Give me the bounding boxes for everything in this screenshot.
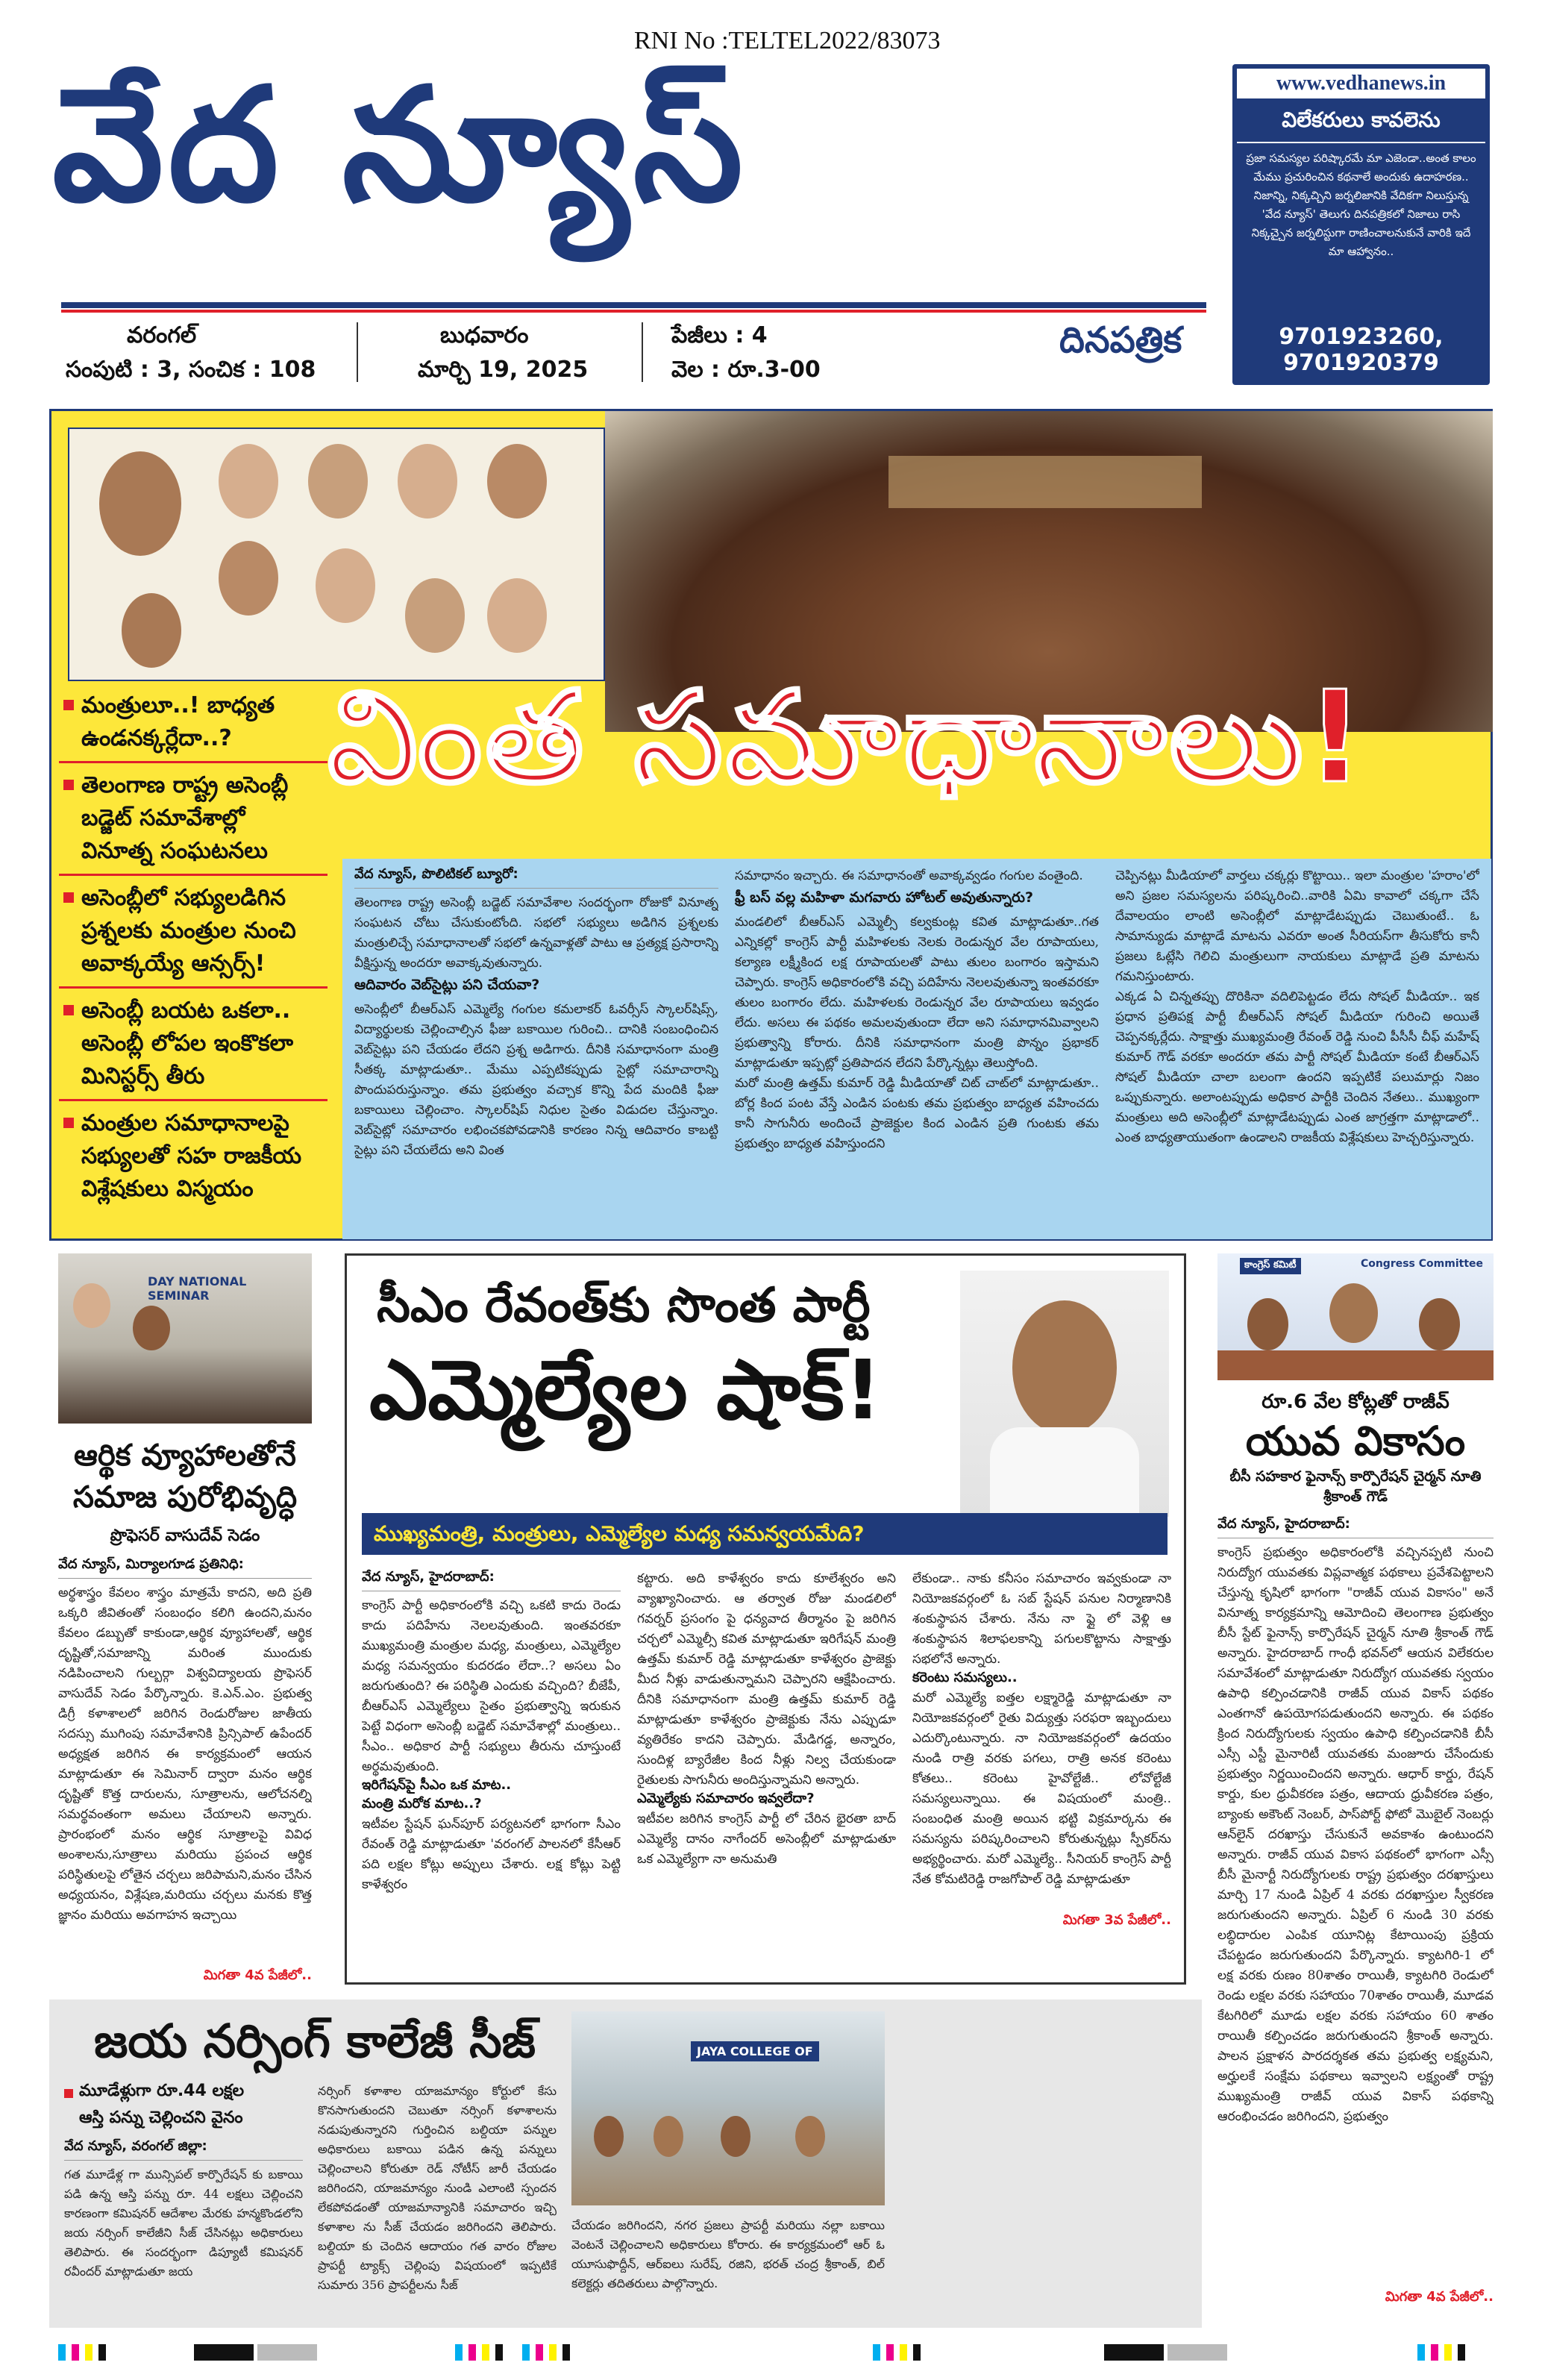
byline: వేద న్యూస్, వరంగల్ జిల్లా: [64,2138,303,2161]
byline: వేద న్యూస్, హైదరాబాద్: [1217,1516,1494,1538]
article-text: ఇటీవల జరిగిన కాంగ్రెస్ పార్టీ లో చేరిన భైరతా బాద్ ఎమ్మెల్యే దానం నాగేందర్ అసెంబ్లీలో మాట్లాడుతూ ఒక ఎమ్మెల్యేగా నా అనుమతి [637,1811,896,1867]
volume-issue: సంపుటి : 3, సంచిక : 108 [66,357,316,383]
ad-text: ప్రజా సమస్యల పరిష్కారమే మా ఎజెండా..అంత కాలం మేము ప్రచురించిన కథనాలే అందుకు ఉదాహరణ.. నిజాన్ని, నిక్కచ్చిని జర్నలిజానికి వేదికగా నిలుస్తున్న 'వేద న్యూస్' తెలుగు దినపత్రికలో నిజాలు రాసి నిక్కచ్చైన జర్నలిస్టుగా రాణించాలనుకునే వారికి ఇదే మా ఆహ్వానం.. [1246,151,1476,258]
article-text: చెప్పినట్లు మీడియాలో వార్తలు చక్కర్లు కొట్టాయి.. ఇలా మంత్రుల 'హరాం'లో అని ప్రజల సమస్యలను పరిష్కరించి..వారికి ఏమి కావాలో చక్కగా చేసే దేవాలయం లాంటి అసెంబ్లీలో మాట్లాడేటప్పుడు చెబుతుంటే.. ఓ సామాన్యుడు మాట్లాడే మాటను ఎవరూ అంత సీరియస్‌గా తీసుకోరు కానీ ప్రజలు ఓట్లేసి గెలిచి మంత్రులుగా నాయకులు మాట్లాడే ప్రతి మాటను గమనిస్తుంటారు. [1115,868,1479,984]
bottom-headline: జయ నర్సింగ్ కాలేజీ సీజ్ [94,2014,536,2068]
jump-line: మిగతా 4వ పేజీలో.. [203,1967,312,1983]
bullet-item: అసెంబ్లీలో సభ్యులడిగిన ప్రశ్నలకు మంత్రుల నుంచి అవాక్కయ్యే ఆన్సర్స్! [59,876,327,989]
page-count: పేజీలు : 4 [671,322,768,348]
lead-body [342,859,1491,1239]
subheading: ఫ్రీ బస్ వల్ల మహిళా మగవారు హోటల్ అవుతున్నారు? [735,889,1033,906]
ministers-portraits-photo [68,428,605,681]
article-text: మండలిలో బీఆర్ఎస్ ఎమ్మెల్సీ కల్వకుంట్ల కవిత మాట్లాడుతూ..గత ఎన్నికల్లో కాంగ్రెస్ పార్టీ మహిళలకు నెలకు రెండున్నర వేల రూపాయలు, కల్యాణ లక్ష్మీకింద లక్ష రూపాయలతో పాటు తులం బంగారం ఇస్తామని చెప్పారు. కాంగ్రెస్ అధికారంలోకి వచ్చి పదిహేను నెలలవుతున్నా ఇంతవరకూ తులం బంగారం లేదు. మహిళలకు రెండున్నర వేల రూపాయలు ఇవ్వడం లేదు. అసలు ఈ పథకం అమలవుతుందా లేదా అని సమాధానమివ్వాలని ప్రభుత్వాన్ని కోరారు. దీనికి సమాధానంగా మంత్రి పొన్నం ప్రభాకర్ మాట్లాడుతూ ఇప్పట్లో ప్రతిపాదన లేదని పేర్కొన్నట్లు తెలుస్తోంది. [735,915,1099,1071]
bullet-item: తెలంగాణ రాష్ట్ర అసెంబ్లీ బడ్జెట్ సమావేశాల్లో వినూత్న సంఘటనలు [59,763,327,876]
article-text: గత మూడేళ్ల గా మున్సిపల్ కార్పొరేషన్ కు బకాయి పడి ఉన్న ఆస్తి పన్ను రూ. 44 లక్షలు చెల్లించని కారణంగా కమిషనర్ ఆదేశాల మేరకు హన్మకొండలోని జయ నర్సింగ్ కాలేజీని సీజ్ చేసినట్లు అధికారులు తెలిపారు. ఈ సందర్భంగా డిప్యూటీ కమిషనర్ రవీందర్ మాట్లాడుతూ జయ [64,2167,303,2279]
byline: వేద న్యూస్, హైదరాబాద్: [362,1569,621,1591]
article-text: నర్సింగ్ కళాశాల యాజమాన్యం కోర్టులో కేసు కొనసాగుతుందని చెబుతూ నర్సింగ్ కళాశాలను నడుపుతున్నారని గుర్తించిన బల్దియా పన్నుల అధికారులు బకాయి పడిన ఉన్న పన్నులు చెల్లించాలని కోరుతూ రెడ్ నోటీస్ జారీ చేయడం జరిగిందని, యాజమాన్యం నుండి ఎలాంటి స్పందన లేకపోవడంతో యాజమాన్యానికి సమాచారం ఇచ్చి కళాశాల ను సీజ్ చేయడం జరిగిందని తెలిపారు. బల్దియా కు చెందిన ఆదాయం గత వారం రోజుల ప్రాపర్టీ ట్యాక్స్ చెల్లింపు విషయంలో ఇప్పటికే సుమారు 356 ప్రాపర్టీలను సీజ్ [318,2084,557,2292]
article-text: కాంగ్రెస్ పార్టీ అధికారంలోకి వచ్చి ఒకటి కాదు రెండు కాదు పదిహేను నెలలవుతుంది. ఇంతవరకూ ముఖ్యమంత్రి మంత్రుల మధ్య, మంత్రులు, ఎమ్మెల్యేల మధ్య సమన్వయం కుదరడం లేదా..? అసలు ఏం జరుగుతుంది? ఈ పరిస్థితి ఎందుకు వచ్చింది? బీజేపీ, బీఆర్ఎస్ ఎమ్మెల్యేలు సైతం ప్రభుత్వాన్ని ఇరుకున పెట్టే విధంగా అసెంబ్లీ బడ్జెట్ సమావేశాల్లో మంత్రులు.. సీఎం.. అధికార పార్టీ సభ్యులు తీరును చూస్తుంటే అర్థమవుతుంది. [362,1598,621,1774]
printer-color-bar [0,2344,1542,2361]
phone-number: 9701920379 [1283,350,1439,376]
article-text: అర్థశాస్త్రం కేవలం శాస్త్రం మాత్రమే కాదని, అది ప్రతి ఒక్కరి జీవితంతో సంబంధం కలిగి ఉందని,మనం కేవలం డబ్బుతో కాకుండా,ఆర్థిక వ్యూహాలతో, ఆర్థిక దృష్టితో,సమాజాన్ని మరింత ముందుకు నడిపించాలని గుల్బర్గా విశ్వవిద్యాలయ ప్రొఫెసర్ వాసుదేవ్ సెడం పేర్కొన్నారు. కె.ఎన్.ఎం. ప్రభుత్వ డిగ్రీ కళాశాలలో జరిగిన రెండురోజుల జాతీయ సదస్సు ముగింపు సమావేశానికి ప్రిన్సిపాల్ ఉపేందర్ అధ్యక్షత జరిగిన ఈ కార్యక్రమంలో ఆయన మాట్లాడుతూ ఈ సెమినార్ ద్వారా మనం ఆర్థిక దృష్టితో కొత్త దారులను, సూత్రాలను, ఆలోచనల్ని సమర్థవంతంగా అమలు చేయాలని అన్నారు. ప్రారంభంలో మనం ఆర్థిక సూత్రాలపై వివిధ అంశాలను,సూత్రాలు మరియు ప్రపంచ ఆర్థిక పరిస్థితులపై లోతైన చర్చలు జరిపామని,మనం చేసిన అధ్యయనం, విశ్లేషణ,మరియు చర్చలు మనకు కొత్త జ్ఞానం మరియు అవగాహన ఇచ్చాయి [58,1585,312,1923]
center-headline: ఎమ్మెల్యేల షాక్! [369,1342,882,1438]
bullet-item: మంత్రులూ..! బాధ్యత ఉండనక్కర్లేదా..? [59,683,327,763]
separator [642,322,643,382]
subheading: ఇరిగేషన్‌పై సీఎం ఒక మాట.. [362,1777,512,1793]
left-subhead: ప్రొఫెసర్ వాసుదేవ్ సెడం [110,1526,260,1545]
right-headline: యువ వికాసం [1245,1418,1466,1465]
ad-heading: విలేకరులు కావలెను [1237,103,1485,143]
reporters-wanted-ad [1232,64,1490,385]
right-story [1217,1253,1494,2335]
byline: వేద న్యూస్, పొలిటికల్ బ్యూరో: [354,866,718,889]
congress-sign: కాంగ్రెస్ కమిటీ [1240,1258,1301,1274]
masthead-rule-red [61,310,1206,313]
website-url: www.vedhanews.in [1237,69,1485,98]
center-headline: సీఎం రేవంత్‌కు సొంత పార్టీ [377,1278,871,1333]
article-text: కట్టారు. అది కాళేశ్వరం కాదు కూలేశ్వరం అని వ్యాఖ్యానించారు. ఆ తర్వాత రోజు మండలిలో గవర్నర్ ప్రసంగం పై ధన్యవాద తీర్మానం పై జరిగిన చర్చలో ఎమ్మెల్సీ కవిత మాట్లాడుతూ ఇరిగేషన్ మంత్రి ఉత్తమ్ కుమార్ రెడ్డి మాట్లాడుతూ కాళేశ్వరం ప్రాజెక్టు మీద నీళ్లు వాడుతున్నామని చెప్పారని ఆక్షేపించారు. దీనికి సమాధానంగా మంత్రి ఉత్తమ్ కుమార్ రెడ్డి మాట్లాడుతూ కాళేశ్వరం ప్రాజెక్టుకు నేను ఎప్పుడూ వ్యతిరేకం కాదని చెప్పారు. మేడిగడ్డ, అన్నారం, సుందిళ్ల బ్యారేజీల కింద నీళ్లు నిల్వ చేయకుండా రైతులకు సాగునీరు అందిస్తున్నామని అన్నారు. [637,1571,896,1788]
cm-portrait-photo [960,1271,1169,1517]
masthead [0,0,1209,388]
article-text: తెలంగాణ రాష్ట్ర అసెంబ్లీ బడ్జెట్ సమావేశాల సందర్భంగా రోజుకో వినూత్న సంఘటన చోటు చేసుకుంటోంది. సభలో సభ్యులు అడిగిన ప్రశ్నలకు మంత్రులిచ్చే సమాధానాలతో సభలో ఉన్నవాళ్లతో పాటు ఆ ప్రత్యక్ష ప్రసారాన్ని వీక్షిస్తున్న అందరూ అవాక్కవుతున్నారు. [354,895,718,971]
press-meet-photo [1217,1253,1494,1380]
left-headline: సమాజ పురోభివృద్ధి [72,1480,298,1515]
center-story [345,1253,1186,1985]
daily-label: దినపత్రిక [1059,319,1182,361]
price: వెల : రూ.3-00 [671,357,821,383]
right-subhead: బీసీ సహకార ఫైనాన్స్ కార్పొరేషన్ చైర్మన్ నూతి శ్రీకాంత్ గౌడ్ [1229,1468,1482,1505]
article-text: సమాధానం ఇచ్చారు. ఈ సమాధానంతో అవాక్కవ్వడం గంగుల వంతైంది. [735,868,1083,883]
separator [357,322,358,382]
college-seizure-photo [571,2011,885,2205]
phone-number: 9701923260, [1279,324,1444,350]
edition-place: వరంగల్ [127,322,197,348]
jump-line: మిగతా 3వ పేజీలో.. [1062,1912,1171,1928]
bullet-item: అసెంబ్లీ బయట ఒకలా.. అసెంబ్లీ లోపల ఇంకొకలా మినిస్టర్స్ తీరు [59,989,327,1101]
article-text: ఇటీవల స్టేషన్ ఘన్‌పూర్ పర్యటనలో భాగంగా సీఎం రేవంత్ రెడ్డి మాట్లాడుతూ 'వరంగల్ పాలనలో కేసీఆర్ పది లక్షల కోట్లు అప్పులు చేశారు. లక్ష కోట్లు పెట్టి కాళేశ్వరం [362,1817,621,1892]
byline: వేద న్యూస్, మిర్యాలగూడ ప్రతినిధి: [58,1556,312,1579]
seminar-banner: DAY NATIONAL SEMINAR [148,1274,247,1303]
issue-date: మార్చి 19, 2025 [418,357,589,383]
left-headline: ఆర్థిక వ్యూహాలతోనే [74,1438,296,1473]
article-text: మరో ఎమ్మెల్యే ఐత్తల లక్ష్మారెడ్డి మాట్లాడుతూ నా నియోజకవర్గంలో రైతు విద్యుత్తు సరఫరా ఇబ్బందులు ఎదుర్కొంటున్నారు. నా నియోజకవర్గంలో ఉదయం నుండి రాత్రి వరకు పగలు, రాత్రి అనక కరెంటు కోతలు.. కరెంటు హైవోల్టేజీ.. లోవోల్టేజీ సమస్యలున్నాయి. ఈ విషయంలో మంత్రి.. సంబంధిత మంత్రి అయిన భట్టి విక్రమార్కను ఈ సమస్యను పరిష్కరించాలని కోరుతున్నట్లు స్పీకర్‌ను అభ్యర్థించారు. మరో ఎమ్మెల్యే.. సీనియర్ కాంగ్రెస్ పార్టీ నేత కోమటిరెడ్డి రాజగోపాల్ రెడ్డి మాట్లాడుతూ [912,1691,1171,1887]
college-sign: JAYA COLLEGE OF [691,2041,819,2061]
subheading: ఎమ్మెల్యేకు సమాచారం ఇవ్వలేదా? [637,1791,815,1806]
masthead-logo: వేద న్యూస్ [52,54,748,237]
masthead-rule [61,302,1206,308]
article-text: అసెంబ్లీలో బీఆర్ఎస్ ఎమ్మెల్యే గంగుల కమలాకర్ ఓవర్సీస్ స్కాలర్‌షిప్స్, విద్యార్థులకు చెల్లించాల్సిన ఫీజు బకాయిల గురించి.. దానికి సంబంధించిన వెబ్‌సైట్లు పని చేయడం లేదని ప్రశ్న అడిగారు. దీనికి సమాధానంగా మంత్రి సీతక్క మాట్లాడుతూ.. మేము ఎప్పటికప్పుడు సైట్లో సమాచారాన్ని పొందుపరుస్తున్నాం. తమ ప్రభుత్వం వచ్చాక కొన్ని పేద మందికి ఫీజు బకాయిలు చెల్లించాం. స్కాలర్‌షిప్ నిధుల సైతం విడుదల చేస్తున్నాం. వెబ్‌సైట్లో సమాచారం లభించకపోవడానికి కారణం నిన్న ఆదివారం కాబట్టి సైట్లు పని చేయలేదు అని వింత [354,1002,718,1158]
bullet-item: మంత్రుల సమాధానాలపై సభ్యులతో సహ రాజకీయ విశ్లేషకులు విస్మయం [59,1101,327,1212]
weekday: బుధవారం [440,322,529,348]
lead-bullets [59,683,327,1212]
subheading: ఆదివారం వెబ్‌సైట్లు పని చేయవా? [354,977,540,993]
seminar-photo [58,1253,312,1424]
article-text: మరో మంత్రి ఉత్తమ్ కుమార్ రెడ్డి మీడియాతో చిట్ చాట్‌లో మాట్లాడుతూ.. బోర్ల కింద పంట వేస్తే ఎండిన పంటకు తమ ప్రభుత్వం బాధ్యత వహించదు కానీ సాగునీరు అందించే ప్రాజెక్టుల కింద ఎండిన ప్రతి గుంటకు తమ ప్రభుత్వం బాధ్యత వహిస్తుందని [735,1076,1099,1151]
right-headline: రూ.6 వేల కోట్లతో రాజీవ్ [1262,1391,1449,1413]
center-kicker: ముఖ్యమంత్రి, మంత్రులు, ఎమ్మెల్యేల మధ్య సమన్వయమేది? [362,1513,1168,1555]
subheading: మంత్రి మరోక మాట..? [362,1796,482,1811]
lead-headline: వింత సమాధానాలు! [327,664,1367,812]
congress-sign: Congress Committee [1360,1258,1483,1270]
lead-story [49,409,1493,1241]
bottom-subhead: ఆస్తి పన్ను చెల్లించని వైనం [79,2108,243,2127]
article-text: కాంగ్రెస్ ప్రభుత్వం అధికారంలోకి వచ్చినప్పటి నుంచి నిరుద్యోగ యువతకు విప్లవాత్మక పథకాలు ప్రవేశపెట్టాలని చేస్తున్న కృషిలో భాగంగా "రాజీవ్ యువ వికాసం" అనే వినూత్న కార్యక్రమాన్ని ఆమోదించి తెలంగాణ ప్రభుత్వం బీసీ స్టేట్ ఫైనాన్స్ కార్పొరేషన్ చైర్మన్ నూతి శ్రీకాంత్ గౌడ్ అన్నారు. హైదరాబాద్ గాంధీ భవన్‌లో ఆయన విలేకరుల సమావేశంలో మాట్లాడుతూ నిరుద్యోగ యువతకు స్వయం ఉపాధి కల్పించడానికి రాజీవ్ యువ వికాస్ పథకం ఎంతగానో ఉపయోగపడుతుందని అన్నారు. ఈ పథకం క్రింద నిరుద్యోగులకు స్వయం ఉపాధి కల్పించడానికి బీసీ ఎస్సీ ఎస్టీ మైనారిటీ యువతకు మంజూరు చేసేందుకు ప్రభుత్వం నిర్ణయించిందని అన్నారు. ఆధార్ కార్డు, రేషన్ కార్డు, కుల ధ్రువీకరణ పత్రం, ఆదాయ ధ్రువీకరణ పత్రం, బ్యాంకు అకౌంట్ నెంబర్, పాస్‌పోర్ట్ ఫోటో మొబైల్ నెంబర్లు ఆన్‌లైన్ దరఖాస్తు చేసుకునే అవకాశం ఉంటుందని అన్నారు. రాజీవ్ యువ వికాస పథకంలో భాగంగా ఎస్సీ బీసీ మైనార్టీ నిరుద్యోగులకు రాష్ట్ర ప్రభుత్వం దరఖాస్తులు మార్చి 17 నుండి ఏప్రిల్ 4 వరకు దరఖాస్తుల స్వీకరణ జరుగుతుందని అన్నారు. ఏప్రిల్ 6 నుండి 30 వరకు లబ్ధిదారుల ఎంపిక యూనిట్ల కేటాయింపు ప్రక్రియ చేపట్టడం జరుగుతుందని పేర్కొన్నారు. క్యాటగిరి-1 లో లక్ష వరకు రుణం 80శాతం రాయితీ, క్యాటగిరి రెండులో రెండు లక్షల వరకు సహాయం 70శాతం రాయితీ, మూడవ కేటగిరిలో మూడు లక్షల వరకు సహాయం 60 శాతం రాయితీ కల్పించడం జరుగుతుందని శ్రీకాంత్ అన్నారు. పాలన ప్రక్షాళన పారదర్శకత తమ ప్రభుత్వ లక్ష్యమని, అర్హులకే సంక్షేమ పథకాలు ఇవ్వాలని లక్ష్యంతో రాష్ట్ర ముఖ్యమంత్రి రాజీవ్ యువ వికాస్ పథకాన్ని ఆరంభించడం జరిగిందని, ప్రభుత్వం [1217,1545,1494,2124]
rni-number: RNI No :TELTEL2022/83073 [634,27,941,54]
article-text: ఎక్కడ ఏ చిన్నతప్పు దొరికినా వదిలిపెట్టడం లేదు సోషల్ మీడియా.. ఇక ప్రధాన ప్రతిపక్ష పార్టీ బీఆర్ఎస్ సోషల్ మీడియా గురించి అయితే చెప్పనక్కర్లేదు. సాక్షాత్తు ముఖ్యమంత్రి రేవంత్ రెడ్డి నుంచి పీసీసీ చీఫ్ మహేష్ కుమార్ గౌడ్ వరకూ అందరూ తమ పార్టీ సోషల్ మీడియా కంటే బీఆర్ఎస్ సోషల్ మీడియా చాలా బలంగా ఉందని ఇప్పటికే పలుమార్లు నిజం ఒప్పుకున్నారు. అలాంటప్పుడు అధికార పార్టీకి చెందిన నేతలు.. ముఖ్యంగా మంత్రులు అది అసెంబ్లీలో మాట్లాడేటప్పుడు ఎంత జాగ్రత్తగా మాట్లాడాలో.. ఎంత బాధ్యతాయుతంగా ఉండాలని రాజకీయ విశ్లేషకులు హెచ్చరిస్తున్నారు. [1115,989,1479,1145]
article-text: చేయడం జరిగిందని, నగర ప్రజలు ప్రాపర్టీ మరియు నల్లా బకాయి వెంటనే చెల్లించాలని అధికారులు కోరారు. ఈ కార్యక్రమంలో ఆర్ ఓ యూసుఫొద్దీన్, ఆర్ఐలు సురేష్, రజిని, భరత్ చంద్ర శ్రీకాంత్, బిల్ కలెక్టర్లు తదితరులు పాల్గొన్నారు. [571,2218,885,2290]
bottom-story [49,1999,1202,2328]
jump-line: మిగతా 4వ పేజీలో.. [1385,2289,1494,2305]
left-story [58,1253,312,1985]
subheading: కరెంటు సమస్యలు.. [912,1670,1018,1685]
article-text: లేకుండా.. నాకు కనీసం సమాచారం ఇవ్వకుండా నా నియోజకవర్గంలో ఓ సబ్ స్టేషన్ పనుల నిర్మాణానికి శంకుస్థాపన చేశారు. నేను నా ఫ్లై లో వెళ్లి ఆ శంకుస్థాపన శిలాఫలకాన్ని పగులకొట్టాను సాక్షాత్తు సభలోనే అన్నారు. [912,1571,1171,1667]
bottom-subhead: మూడేళ్లుగా రూ.44 లక్షల [79,2082,245,2100]
